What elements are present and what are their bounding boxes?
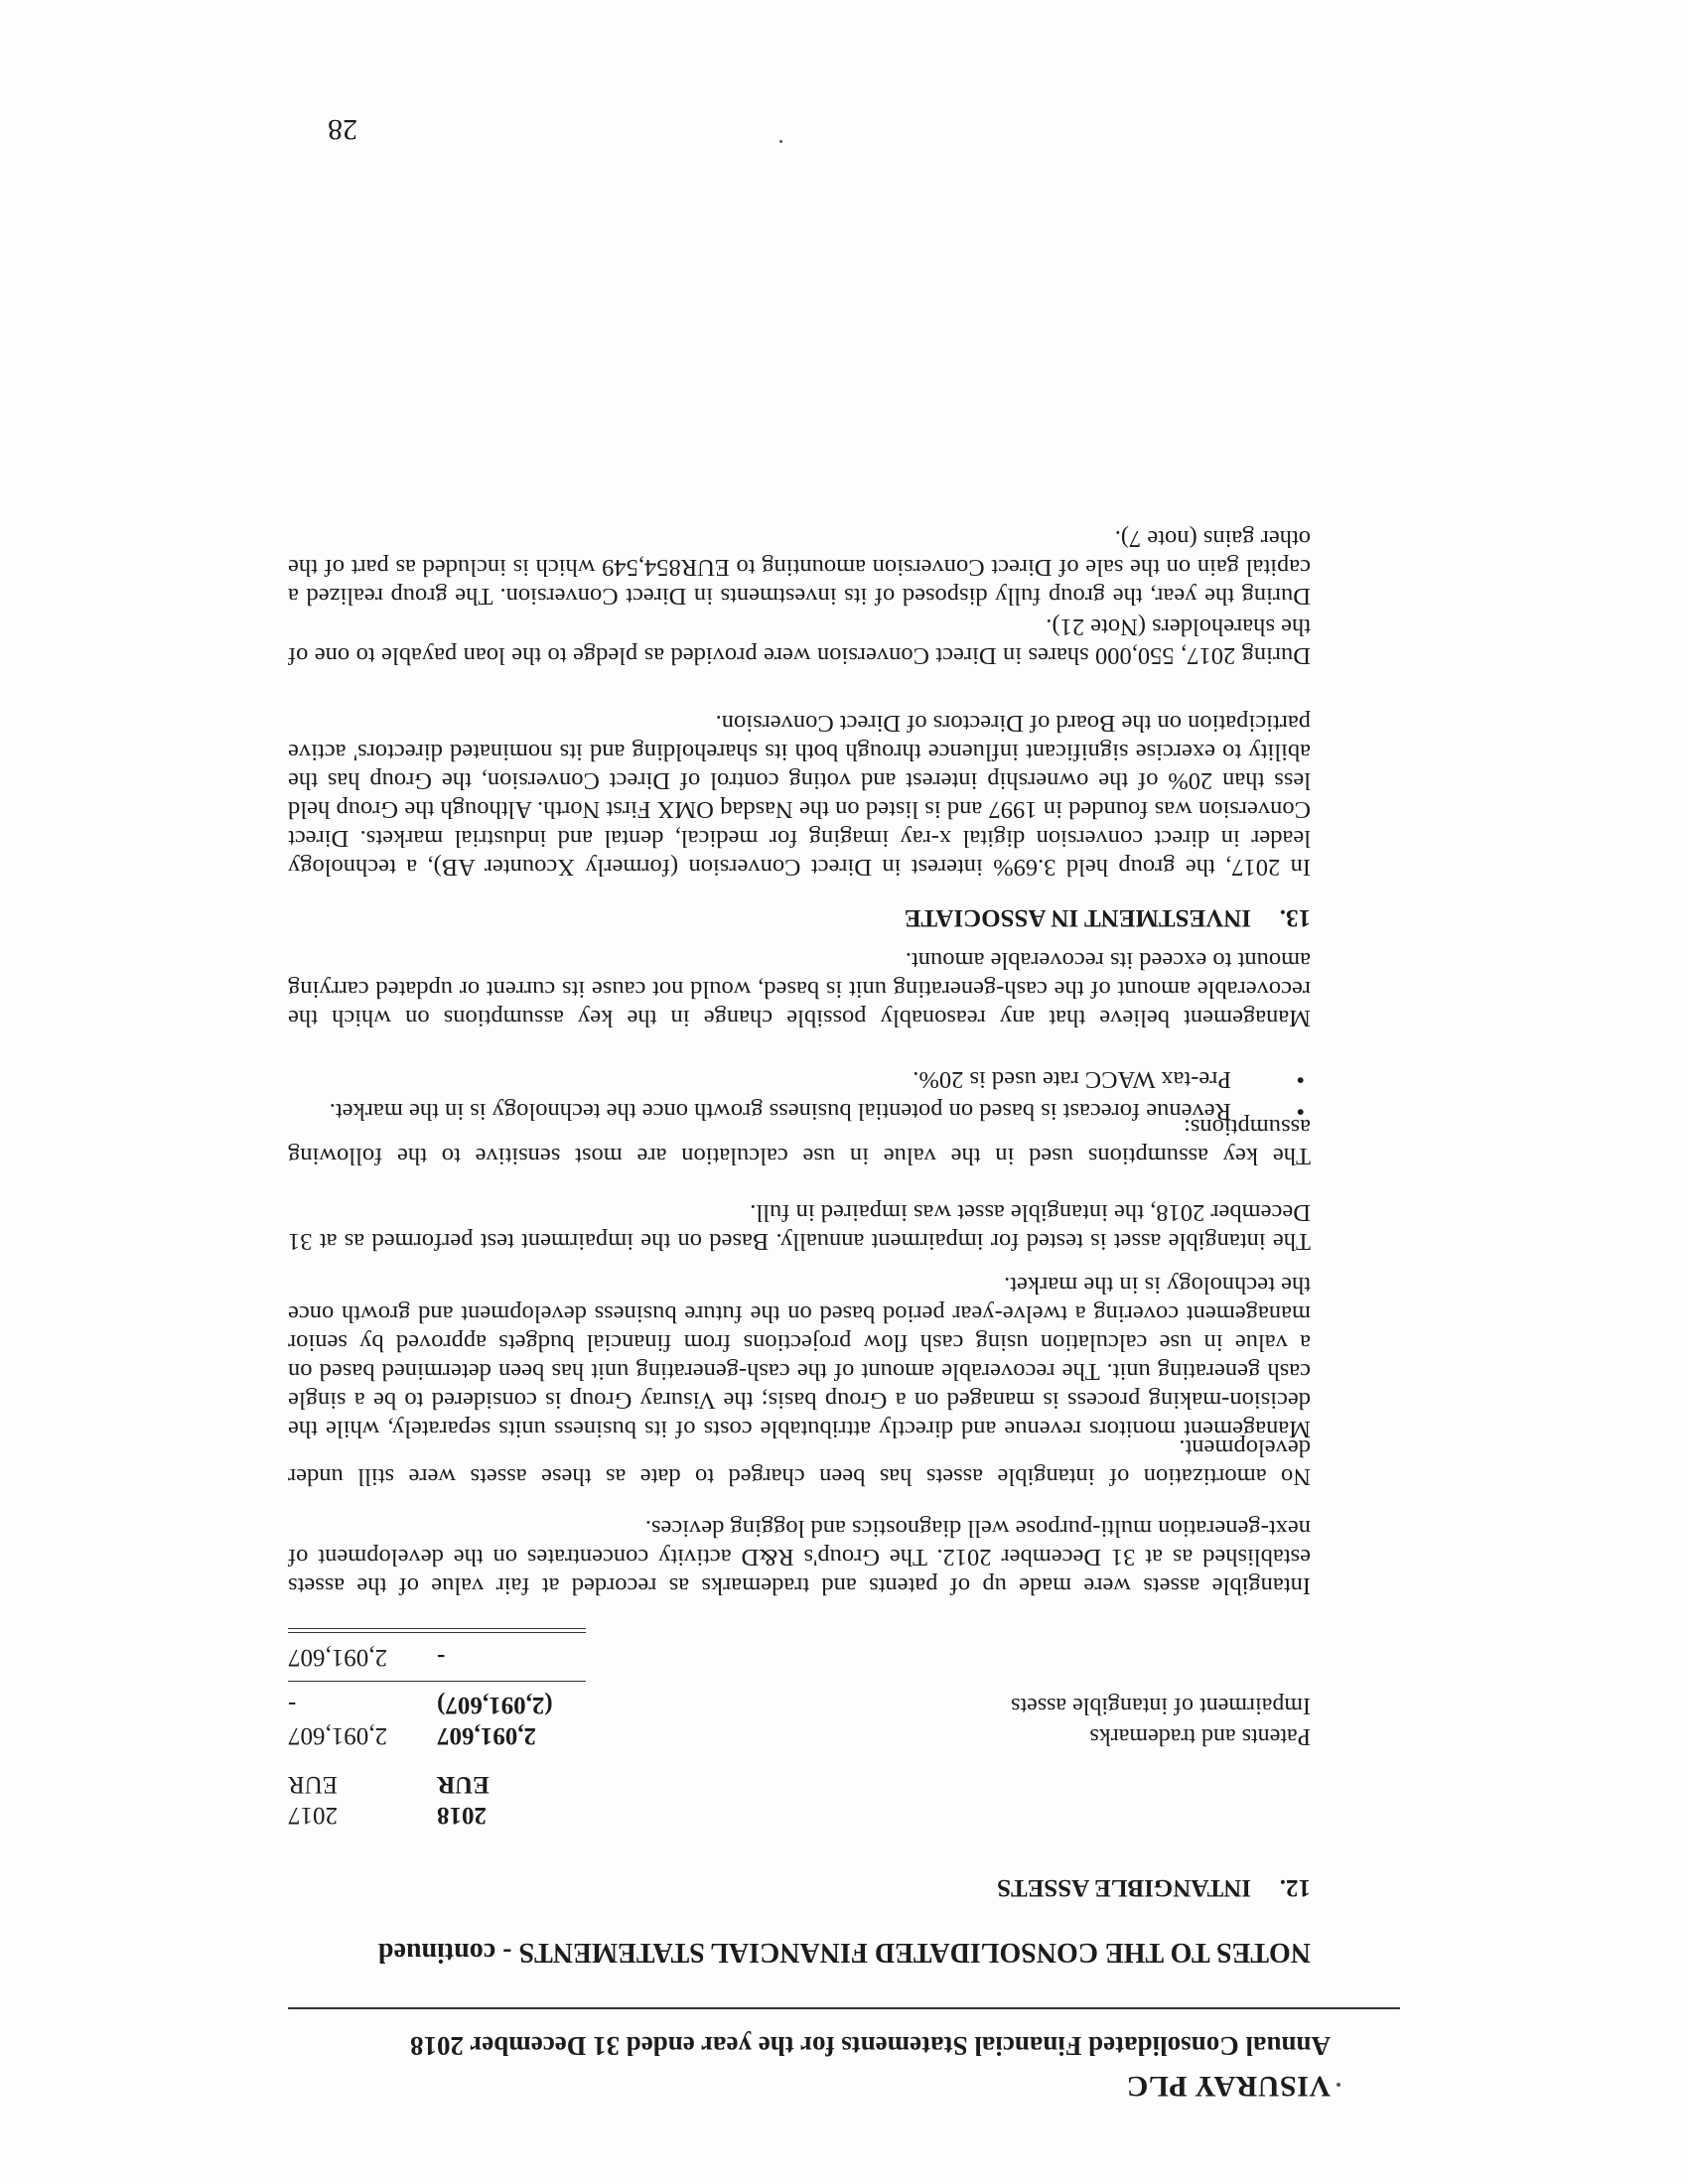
value-patents-2018: 2,091,607 [437, 1722, 536, 1749]
notes-title: NOTES TO THE CONSOLIDATED FINANCIAL STATEMENTS - continued [377, 1937, 1311, 1968]
paragraph: No amortization of intangible assets has been charged to date as these assets were still under development. [288, 1434, 1311, 1490]
list-item: • Revenue forecast is based on potential business growth once the technology is in the market. [288, 1095, 1311, 1127]
row-label-patents: Patents and trademarks [1089, 1723, 1311, 1749]
currency-2018: EUR [437, 1771, 490, 1798]
value-impairment-2018: (2,091,607) [437, 1692, 553, 1718]
currency-2017: EUR [288, 1771, 338, 1798]
section-number: 12. [1279, 1874, 1311, 1901]
total-rule-1 [288, 1632, 586, 1633]
scan-speck [779, 140, 782, 143]
section-title: INTANGIBLE ASSETS [997, 1874, 1251, 1901]
value-impairment-2017: - [288, 1692, 297, 1718]
paragraph: Management believe that any reasonably possible change in the key assumptions on which the recoverable amount of the cash-generating unit is based, would not cause its current or updated carrying amount to exceed its recoverable amount. [288, 947, 1311, 1031]
scan-speck [1336, 2083, 1340, 2087]
list-item: • Pre-tax WACC rate used is 20%. [288, 1063, 1311, 1095]
value-patents-2017: 2,091,607 [288, 1722, 387, 1749]
company-name: VISURAY PLC [1126, 2070, 1331, 2103]
paragraph: Intangible assets were made up of patents and trademarks as recorded at fair value of the assets established as at 31 December 2012. The Group's R&D activity concentrates on the development of next-generation multi-purpose well diagnostics and logging devices. [288, 1515, 1311, 1599]
paragraph: In 2017, the group held 3.69% interest in Direct Conversion (formerly Xcounter AB), a technology leader in direct conversion digital x-ray imaging for medical, dental and industrial markets. Direct Conversion was founded in 1997 and is listed on the Nasdaq OMX First North. Although the Group held less than 20% of the ownership interest and voting control of Direct Conversion, the Group has the ability to exercise significant influence through both its shareholding and its nominated directors' active participation on the Board of Directors of Direct Conversion. [288, 710, 1311, 881]
paragraph: During the year, the group fully disposed of its investments in Direct Conversion. The group realized a capital gain on the sale of Direct Conversion amounting to EUR854,549 which is included as part of the other gains (note 7). [288, 525, 1311, 610]
total-2018: - [437, 1644, 446, 1671]
paragraph: The intangible asset is tested for impairment annually. Based on the impairment test performed as at 31 December 2018, the intangible asset was impaired in full. [288, 1199, 1311, 1255]
subtotal-rule [288, 1681, 586, 1682]
row-label-impairment: Impairment of intangible assets [1011, 1693, 1311, 1718]
total-rule-2 [288, 1628, 586, 1629]
section-title: INVESTMENT IN ASSOCIATE [904, 904, 1251, 931]
header-rule [288, 2007, 1400, 2009]
report-subtitle: Annual Consolidated Financial Statements for the year ended 31 December 2018 [410, 2031, 1331, 2061]
paragraph: During 2017, 550,000 shares in Direct Conversion were provided as pledge to the loan payable to one of the shareholders (Note 21). [288, 614, 1311, 669]
column-header-2017: 2017 [288, 1802, 338, 1829]
paragraph: The key assumptions used in the value in use calculation are most sensitive to the following assumptions: [288, 1114, 1311, 1169]
assumption-list [288, 1063, 1311, 1127]
page-number: 28 [328, 113, 357, 146]
total-2017: 2,091,607 [288, 1644, 387, 1671]
section-number: 13. [1279, 904, 1311, 931]
column-header-2018: 2018 [437, 1802, 487, 1829]
paragraph: Management monitors revenue and directly attributable costs of its business units separately, while the decision-making process is managed on a Group basis; the Visuray Group is considered to be a single cash generating unit. The recoverable amount of the cash-generating unit has been determined based on a value in use calculation using cash flow projections from financial budgets approved by senior management covering a twelve-year period based on the future business development and growth once the technology is in the market. [288, 1272, 1311, 1442]
